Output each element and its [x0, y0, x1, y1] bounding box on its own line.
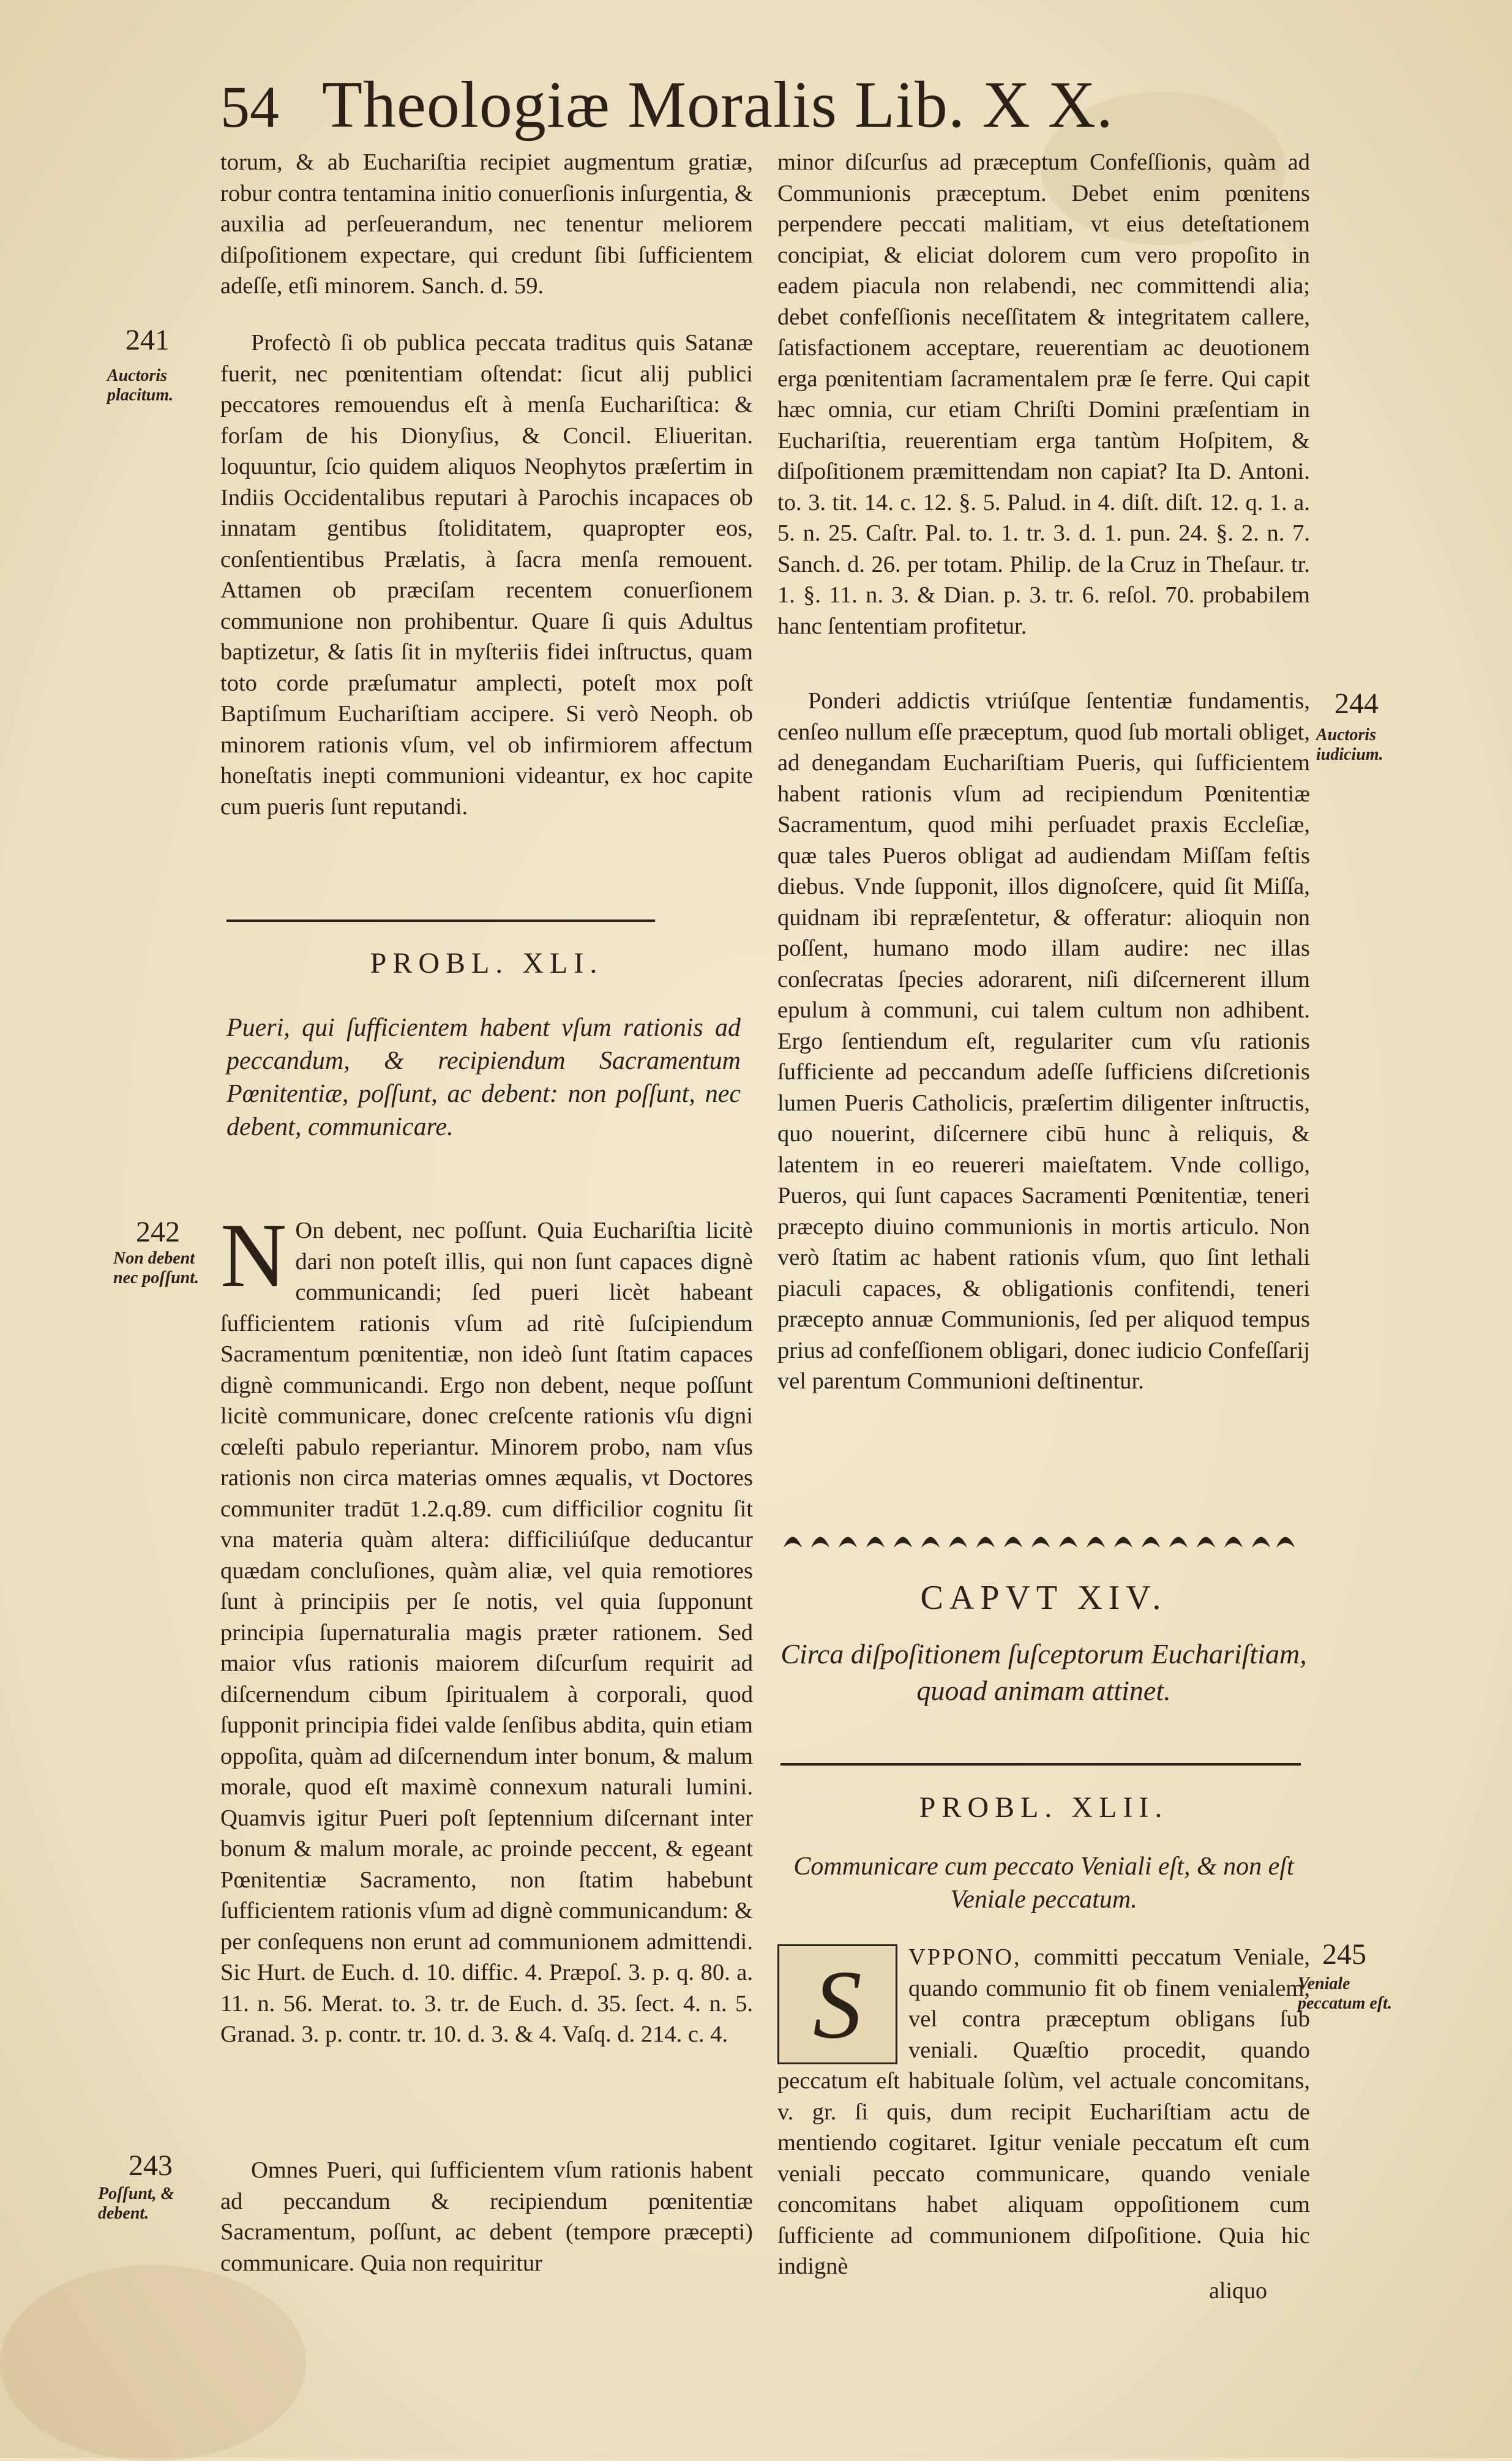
margin-note: Auctoris iudicium.	[1316, 725, 1383, 764]
paragraph: torum, & ab Euchariſtia recipiet augmentum gratiæ, robur contra tentamina initio conuerſionis inſurgentia, & auxilia ad perſeuerandum, nec tenentur meliorem diſpoſitionem expectare, qui credunt ſibi ſufficientem adeſſe, etſi minorem. Sanch. d. 59.	[220, 149, 753, 299]
section-rule	[226, 920, 655, 922]
problem-question: Communicare cum peccato Veniali eſt, & non eſt Veniale peccatum.	[793, 1852, 1294, 1914]
paragraph: Profectò ſi ob publica peccata traditus quis Satanæ fuerit, nec pœnitentiam oſtendat: ſicut alij publici peccatores remouendus eſt à menſa Euchariſtica: & forſam de his Dionyſius, & Concil. Eliueritan. loquuntur, ſcio quidem aliquos Neophytos præſertim in Indiis Occidentalibus reputari à Parochis incapaces ob innatam gentibus ſtoliditatem, quapropter eos, conſentientibus Prælatis, à ſacra menſa remouent. Attamen ob præciſam recentem conuerſionem communione non prohibentur. Quare ſi quis Adultus baptizetur, & ſatis ſit in myſteriis fidei inſtructus, quam toto corde præſumatur amplecti, poteſt mox poſt Baptiſmum Euchariſtiam accipere. Si verò Neoph. ob minorem rationis vſum, vel ob infirmiorem affectum honeſtatis inepti communioni videantur, ex hoc capite cum pueris ſunt reputandi.	[220, 330, 753, 820]
section-rule	[780, 1763, 1301, 1766]
problem-heading: PROBL. XLII.	[919, 1791, 1169, 1824]
margin-note: Veniale peccatum eſt.	[1298, 1974, 1392, 2013]
fleuron-ornament	[777, 1523, 1298, 1554]
paragraph: minor diſcurſus ad præceptum Confeſſionis, quàm ad Communionis præceptum. Debet enim pœnitens perpendere peccati malitiam, vt eius deteſtationem concipiat, & eliciat dolorem cum vero propoſito in eadem piacula non relabendi, nec committendi alia; debet confeſſionis neceſſitatem & integritatem callere, ſatisfactionem acceptare, reuerentiam ac deuotionem erga pœnitentiam ſacramentalem præ ſe ferre. Qui capit hæc omnia, cur etiam Chriſti Domini præſentiam in Euchariſtia, reuerentiam erga tantùm Hoſpitem, & diſpoſitionem præmittendam non capiat? Ita D. Antoni. to. 3. tit. 14. c. 12. §. 5. Palud. in 4. diſt. diſt. 12. q. 1. a. 5. n. 25. Caſtr. Pal. to. 1. tr. 3. d. 1. pun. 24. §. 2. n. 7. Sanch. d. 26. per totam. Philip. de la Cruz in Theſaur. tr. 1. §. 11. n. 3. & Dian. p. 3. tr. 6. reſol. 70. probabilem hanc ſententiam profitetur.	[777, 149, 1310, 639]
chapter-heading: CAPVT XIV.	[920, 1579, 1167, 1617]
paragraph: Omnes Pueri, qui ſufficientem vſum rationis habent ad peccandum & recipiendum pœnitentiæ Sacramentum, poſſunt, ac debent (tempore præcepti) communicare. Quia non requiritur	[220, 2157, 753, 2276]
running-head	[220, 67, 1328, 141]
paper-stain	[0, 2265, 306, 2461]
margin-number: 243	[129, 2149, 173, 2182]
margin-number: 245	[1322, 1938, 1366, 1971]
problem-question	[226, 1011, 741, 1144]
margin-number: 242	[136, 1216, 180, 1248]
paragraph-text: committi peccatum Veniale, quando communio fit ob finem venialem, vel contra præceptum obligans ſub veniali. Quæſtio procedit, quando peccatum eſt habituale ſolùm, vel actuale concomitans, v. gr. ſi quis, dum recipit Euchariſtiam actu de mentiendo cogitaret. Igitur veniale peccatum eſt cum veniali peccato communicare, quando veniale concomitans habet aliquam oppoſitionem cum ſufficiente ad communionem diſpoſitione. Quia hic indignè	[777, 1944, 1311, 2279]
margin-number: 244	[1334, 687, 1379, 720]
right-column-lower	[777, 1942, 1310, 2282]
left-column-end	[220, 2155, 753, 2279]
margin-note: Poſſunt, & debent.	[98, 2184, 174, 2223]
paragraph: Ponderi addictis vtriúſque ſententiæ fundamentis, cenſeo nullum eſſe præceptum, quod ſub mortali obliget, ad denegandam Euchariſtiam Pueris, qui ſufficientem habent rationis vſum ad recipiendum Pœnitentiæ Sacramentum, quod mihi perſuadet praxis Eccleſiæ, quæ tales Pueros obligat ad audiendam Miſſam feſtis diebus. Vnde ſupponit, illos dignoſcere, quid ſit Miſſa, quidnam ibi repræſentetur, & offeratur: alioquin non poſſent, humano modo illam audire: nec illas conſecratas ſpecies adorarent, niſi diſcernerent illum epulum à communi, cui talem cultum non adhibent. Ergo ſentiendum eſt, regulariter cum vſu rationis ſufficiente ad peccandum adeſſe ſufficiens diſcretionis lumen Pueris Catholicis, præſertim diligenter inſtructis, quo nouerint, diſcernere cibū hunc à reliquis, & latentem in eo reuereri maieſtatem. Vnde colligo, Pueros, qui ſunt capaces Sacramenti Pœnitentiæ, teneri præcepto diuino communionis in mortis articulo. Non verò ſtatim ac habent rationis vſum, quo ſint lethali piaculi capaces, & obligationis confitendi, teneri præcepto annuæ Communionis, ſed per aliquod tempus prius ad confeſſionem obligari, donec iudicio Confeſſarij vel parentum Communioni deſtinentur.	[777, 688, 1310, 1394]
left-column-lower	[220, 1205, 753, 2050]
paragraph	[220, 1205, 753, 2050]
lead-word: VPPONO,	[908, 1944, 1022, 1970]
problem-heading: PROBL. XLI.	[370, 947, 604, 980]
chapter-subtitle: Circa diſpoſitionem ſuſceptorum Euchariſtiam, quoad animam attinet.	[780, 1638, 1307, 1706]
paragraph-text: On debent, nec poſſunt. Quia Euchariſtia licitè dari non poteſt illis, qui non ſunt capaces dignè communicandi; ſed pueri licèt habeant ſufficientem rationis vſum ad ritè ſuſcipiendum Sacramentum pœnitentiæ, non ideò ſunt ſtatim capaces dignè communicandi. Ergo non debent, neque poſſunt licitè communicare, donec creſcente rationis vſu digni cœleſti pabulo reperiantur. Minorem probo, nam vſus rationis non circa materias omnes æqualis, vt Doctores communiter tradūt 1.2.q.89. cum difficilior cognitu ſit vna materia quàm altera: difficiliúſque deducantur quædam concluſiones, quàm aliæ, vel quia remotiores ſunt à principiis per ſe notis, vel quia ſupponunt principia ſupernaturalia magis præter rationem. Sed maior vſus rationis maiorem diſcurſum requirit ad diſcernendum cibum ſpiritualem à corporali, quod ſupponit principia fidei valde ſenſibus abdita, quin etiam oppoſita, quàm ad diſcernendum inter bonum, & malum morale, quod eſt maximè connexum naturali lumini. Quamvis igitur Pueri poſt ſeptennium diſcernant inter bonum & malum morale, ac proinde peccent, & egeant Pœnitentiæ Sacramento, non ſtatim habebunt ſufficientem rationis vſum ad dignè communicandum: & per conſequens non erunt ad communionem admittendi. Sic Hurt. de Euch. d. 10. diffic. 4. Præpoſ. 3. p. q. 80. a. 11. n. 56. Merat. to. 3. tr. de Euch. d. 35. ſect. 4. n. 5. Granad. 3. p. contr. tr. 10. d. 3. & 4. Vaſq. d. 214. c. 4.	[220, 1218, 753, 2047]
page-number: 54	[220, 74, 279, 140]
margin-note: Auctoris placitum.	[107, 366, 174, 405]
paragraph	[777, 1942, 1310, 2282]
margin-note: Non debent nec poſſunt.	[113, 1249, 199, 1287]
problem-question-text: Pueri, qui ſufficientem habent vſum rationis ad peccandum, & recipiendum Sacramentum Pœnitentiæ, poſſunt, ac debent: non poſſunt, nec debent, communicare.	[226, 1014, 741, 1141]
margin-number: 241	[125, 324, 170, 356]
running-title: Theologiæ Moralis Lib. X X.	[322, 69, 1113, 141]
ornate-drop-cap	[777, 1944, 897, 2064]
drop-cap-letter: S	[813, 1950, 862, 2059]
catchword: aliquo	[1209, 2278, 1267, 2304]
drop-cap: N	[220, 1205, 287, 1306]
